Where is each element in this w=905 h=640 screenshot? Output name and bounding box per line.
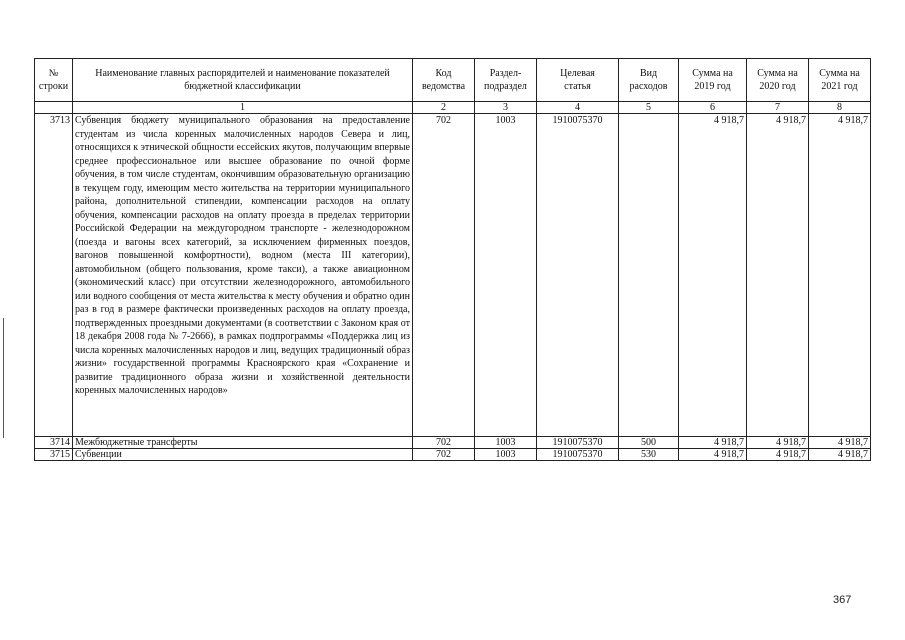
column-number: 5 xyxy=(619,102,679,114)
header-expense-type: Вид расходов xyxy=(619,59,679,102)
column-number: 6 xyxy=(679,102,747,114)
header-row-no: № строки xyxy=(35,59,73,102)
row-number: 3714 xyxy=(35,437,73,449)
row-name: Субвенции xyxy=(73,449,413,461)
column-number: 2 xyxy=(413,102,475,114)
header-dept-code: Код ведомства xyxy=(413,59,475,102)
row-sum-2020: 4 918,7 xyxy=(747,449,809,461)
table-row xyxy=(35,449,871,461)
row-expense-type: 500 xyxy=(619,437,679,449)
row-dept-code: 702 xyxy=(413,449,475,461)
table-header-row xyxy=(35,59,871,102)
table-row xyxy=(35,437,871,449)
row-section: 1003 xyxy=(475,449,537,461)
header-sum-2021: Сумма на 2021 год xyxy=(809,59,871,102)
scan-margin-line xyxy=(3,318,4,438)
row-sum-2021: 4 918,7 xyxy=(809,114,871,437)
row-sum-2019: 4 918,7 xyxy=(679,114,747,437)
row-name: Межбюджетные трансферты xyxy=(73,437,413,449)
row-name xyxy=(73,114,413,437)
header-section: Раздел- подраздел xyxy=(475,59,537,102)
header-name: Наименование главных распорядителей и наименование показателей бюджетной классификации xyxy=(73,59,413,102)
row-sum-2021: 4 918,7 xyxy=(809,437,871,449)
column-number-blank xyxy=(35,102,73,114)
header-target: Целевая статья xyxy=(537,59,619,102)
row-sum-2021: 4 918,7 xyxy=(809,449,871,461)
row-dept-code: 702 xyxy=(413,437,475,449)
row-expense-type: 530 xyxy=(619,449,679,461)
row-target: 1910075370 xyxy=(537,114,619,437)
column-number: 7 xyxy=(747,102,809,114)
row-name-text: Субвенция бюджету муниципального образования на предоставление студентам из числа коренных малочисленных народов Севера и лиц, относящихся к этнической общности ессейских якутов, получающим впервые среднее профессиональное или высшее образование по очной форме обучения, в том числе студентам, окончившим образовательную организацию в текущем году, имеющим место жительства на территории муниципального района, дополнительной стипендии, компенсации расходов на оплату обучения, компенсации расходов на оплату проезда в пределах территории Российской Федерации на междугородном транспорте - железнодорожном (поезда и вагоны всех категорий, за исключением фирменных поездов, вагонов повышенной комфортности), водном (места III категории), автомобильном (общего пользования, кроме такси), а также авиационном (экономический класс) при отсутствии железнодорожного, автомобильного или водного сообщения от места жительства к месту обучения и обратно один раз в год в размере фактически произведенных расходов на оплату проезда, подтвержденных проездными документами (в соответствии с Законом края от 18 декабря 2008 года № 7-2666), в рамках подпрограммы «Поддержка лиц из числа коренных малочисленных народов и лиц, ведущих традиционный образ жизни» государственной программы Красноярского края «Сохранение и развитие традиционного образа жизни и хозяйственной деятельности коренных малочисленных народов» xyxy=(75,115,410,396)
row-dept-code: 702 xyxy=(413,114,475,437)
row-number: 3713 xyxy=(35,114,73,437)
column-number-row xyxy=(35,102,871,114)
column-number: 4 xyxy=(537,102,619,114)
table-row xyxy=(35,114,871,437)
row-sum-2019: 4 918,7 xyxy=(679,437,747,449)
column-number: 8 xyxy=(809,102,871,114)
row-sum-2020: 4 918,7 xyxy=(747,437,809,449)
column-number: 3 xyxy=(475,102,537,114)
row-sum-2020: 4 918,7 xyxy=(747,114,809,437)
page-number: 367 xyxy=(833,594,852,606)
row-expense-type xyxy=(619,114,679,437)
row-target: 1910075370 xyxy=(537,437,619,449)
header-sum-2020: Сумма на 2020 год xyxy=(747,59,809,102)
budget-table xyxy=(34,58,871,461)
header-sum-2019: Сумма на 2019 год xyxy=(679,59,747,102)
row-section: 1003 xyxy=(475,114,537,437)
column-number: 1 xyxy=(73,102,413,114)
row-target: 1910075370 xyxy=(537,449,619,461)
row-number: 3715 xyxy=(35,449,73,461)
row-section: 1003 xyxy=(475,437,537,449)
row-sum-2019: 4 918,7 xyxy=(679,449,747,461)
